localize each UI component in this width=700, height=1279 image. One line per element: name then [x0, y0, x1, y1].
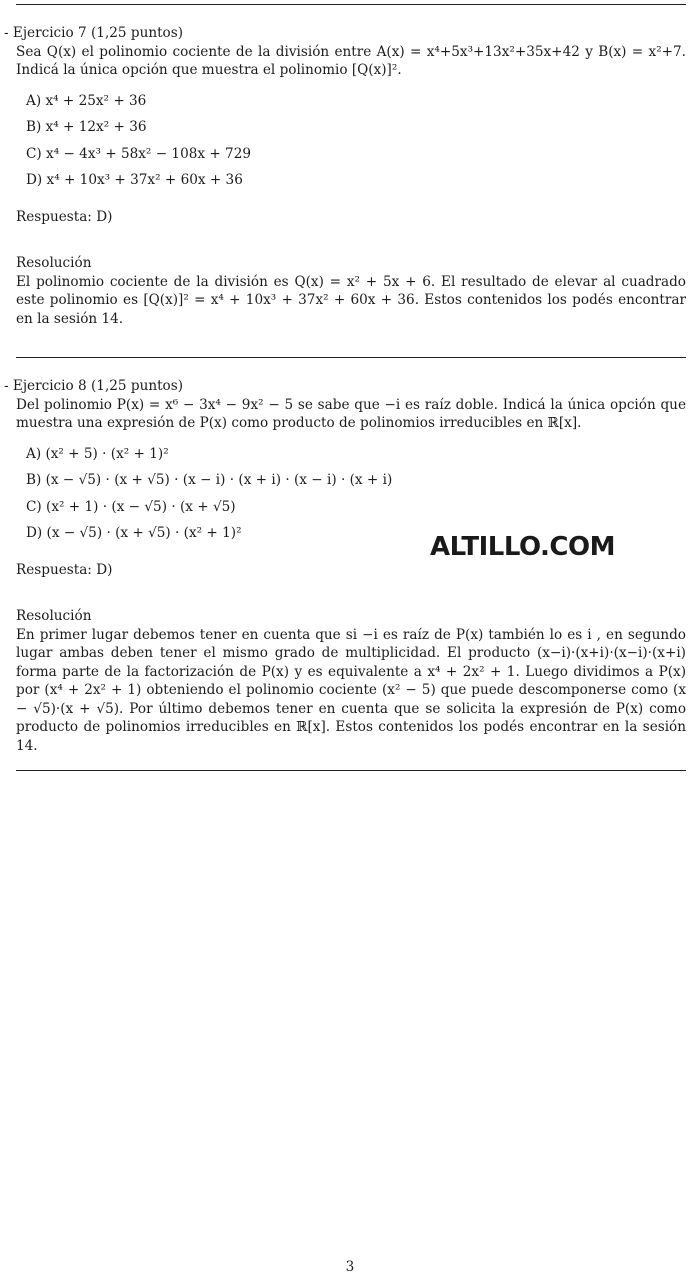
resolution-text: El polinomio cociente de la división es Q(x) = x² + 5x + 6. El resultado de elevar al cuadrado este polinomio es [Q(x)]² = x⁴ + 10x³ + 37x² + 60x + 36. Estos contenidos los podés encontrar en la sesión 14. — [16, 273, 686, 327]
exercise-heading: - Ejercicio 7 (1,25 puntos) — [4, 25, 184, 41]
exercise-heading: - Ejercicio 8 (1,25 puntos) — [4, 378, 184, 394]
exercise-statement: Del polinomio P(x) = x⁶ − 3x⁴ − 9x² − 5 se sabe que −i es raíz doble. Indicá la única opción que muestra una expresión de P(x) como producto de polinomios irreducibles en ℝ[x]. — [16, 396, 686, 431]
exercise-8 — [4, 377, 686, 755]
resolution-title: Resolución — [16, 608, 92, 624]
option-d: D) x⁴ + 10x³ + 37x² + 60x + 36 — [26, 172, 243, 188]
exercise-statement: Sea Q(x) el polinomio cociente de la división entre A(x) = x⁴+5x³+13x²+35x+42 y B(x) = x²+7. Indicá la única opción que muestra el polinomio [Q(x)]². — [16, 43, 686, 78]
options-list — [26, 92, 686, 198]
exercise-7 — [4, 24, 686, 328]
resolution-title: Resolución — [16, 255, 92, 271]
option-d: D) (x − √5) · (x + √5) · (x² + 1)² — [26, 525, 242, 541]
answer: Respuesta: D) — [16, 561, 113, 578]
watermark-logo: ALTILLO.COM — [430, 532, 615, 562]
separator-rule — [16, 357, 686, 358]
option-a: A) (x² + 5) · (x² + 1)² — [26, 445, 169, 462]
page-number: 3 — [345, 1259, 355, 1275]
option-a: A) x⁴ + 25x² + 36 — [26, 92, 147, 109]
option-b: B) x⁴ + 12x² + 36 — [26, 119, 147, 135]
option-b: B) (x − √5) · (x + √5) · (x − i) · (x + i) · (x − i) · (x + i) — [26, 472, 393, 488]
bottom-rule — [16, 770, 686, 771]
resolution-text: En primer lugar debemos tener en cuenta que si −i es raíz de P(x) también lo es i , en segundo lugar ambas deben tener el mismo grado de multiplicidad. El producto (x−i)·(x+i)·(x−i)·(x+i) forma parte de la factorización de P(x) y es equivalente a x⁴ + 2x² + 1. Luego dividimos a P(x) por (x⁴ + 2x² + 1) obteniendo el polinomio cociente (x² − 5) que puede descomponerse como (x − √5)·(x + √5). Por último debemos tener en cuenta que se solicita la expresión de P(x) como producto de polinomios irreducibles en ℝ[x]. Estos contenidos los podés encontrar en la sesión 14. — [16, 626, 686, 754]
answer: Respuesta: D) — [16, 208, 113, 225]
option-c: C) (x² + 1) · (x − √5) · (x + √5) — [26, 498, 236, 515]
top-rule — [16, 4, 686, 5]
option-c: C) x⁴ − 4x³ + 58x² − 108x + 729 — [26, 145, 252, 162]
